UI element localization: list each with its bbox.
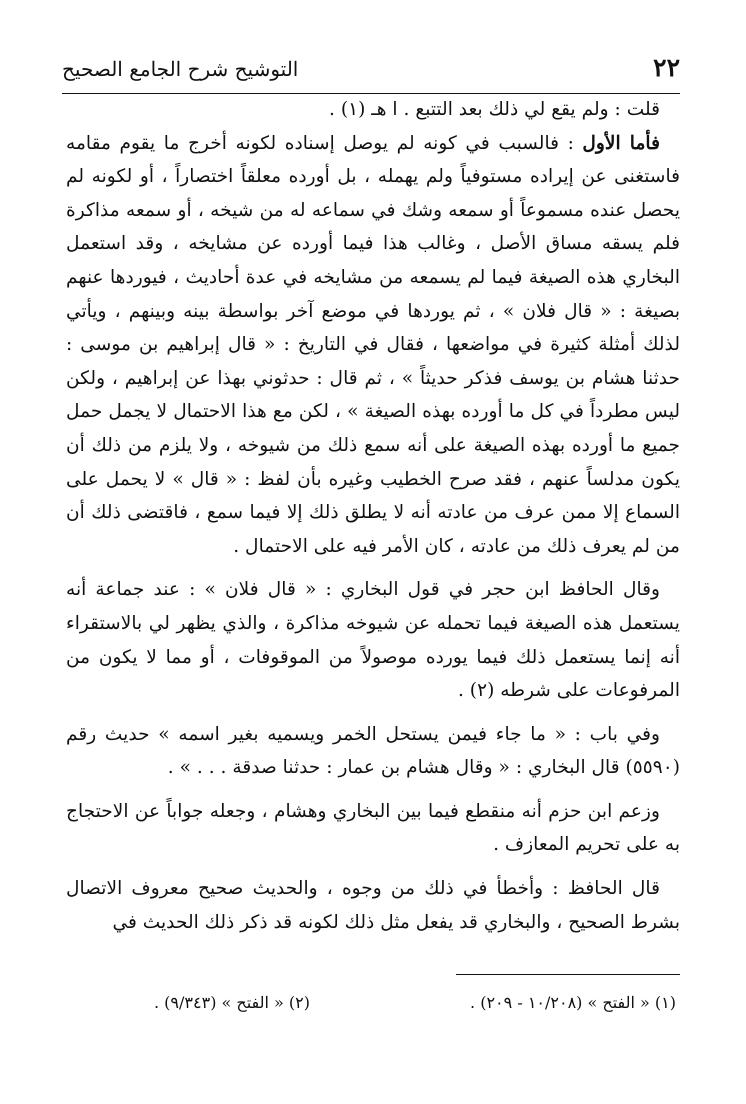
footnote-rule [456, 974, 680, 975]
paragraph-text: قال الحافظ : وأخطأ في ذلك من وجوه ، والحديث صحيح معروف الاتصال بشرط الصحيح ، والبخاري قد يفعل مثل ذلك لكونه قد ذكر ذلك الحديث في [66, 878, 680, 933]
footnote-2: (٢) « الفتح » (٩/٣٤٣) . [154, 993, 311, 1012]
running-header [62, 50, 680, 94]
paragraph-text: وزعم ابن حزم أنه منقطع فيما بين البخاري وهشام ، وجعله جواباً عن الاحتجاج به على تحريم المعازف . [66, 800, 680, 856]
paragraph-text: : فالسبب في كونه لم يوصل إسناده لكونه أخرج ما يقوم مقامه فاستغنى عن إيراده مستوفياً ولم يهمله ، بل أورده معلقاً اختصاراً ، أو لكونه لم يحصل عنده مسموعاً أو سمعه وشك في سماعه له من شيخه ، أو سمعه مذاكرة فلم يسقه مساق الأصل ، وغالب هذا فيما أورده عن مشايخه ، وقد استعمل البخاري هذه الصيغة فيما لم يسمعه من مشايخه في عدة أحاديث ، فيوردها عنهم بصيغة : « قال فلان » ، ثم يوردها في موضع آخر بواسطة بينه وبينهم ، ويأتي لذلك أمثلة كثيرة في مواضعها ، فقال في التاريخ : « قال إبراهيم بن موسى : حدثنا هشام بن يوسف فذكر حديثاً » ، ثم قال : حدثوني بهذا عن إبراهيم ، ولكن ليس مطرداً في كل ما أورده بهذه الصيغة » ، لكن مع هذا الاحتمال لا يجمل حمل جميع ما أورده بهذه الصيغة على أنه سمع ذلك من شيوخه ، ولا يلزم من ذلك أن يكون مدلساً عنهم ، فقد صرح الخطيب وغيره بأن لفظ : « قال » لا يحمل على السماع إلا ممن عرف من عادته أنه لا يطلق ذلك إلا فيما سمع ، فاقتضى ذلك أن من لم يعرف ذلك من عادته ، كان الأمر فيه على الاحتمال . [66, 132, 680, 557]
paragraph [66, 93, 680, 127]
page-number: ٢٢ [653, 53, 680, 82]
paragraph [66, 127, 680, 564]
paragraph-lead: فأما الأول [582, 132, 660, 154]
paragraph [66, 718, 680, 785]
paragraph [66, 795, 680, 862]
paragraph [66, 872, 680, 939]
main-text [66, 93, 680, 939]
paragraph-text: قلت : ولم يقع لي ذلك بعد التتبع . ا هـ (١) . [329, 99, 660, 120]
paragraph-text: وقال الحافظ ابن حجر في قول البخاري : « قال فلان » : عند جماعة أنه يستعمل هذه الصيغة فيما تحمله عن شيوخه مذاكرة ، والذي يظهر لي بالاستقراء أنه إنما يستعمل ذلك فيما يورده موصولاً من الموقوفات ، أو مما لا يكون من المرفوعات على شرطه (٢) . [66, 579, 680, 702]
footnote-1: (١) « الفتح » (١٠/٢٠٨ - ٢٠٩) . [470, 993, 676, 1012]
running-title: التوشيح شرح الجامع الصحيح [62, 57, 299, 81]
footnotes [66, 988, 680, 1018]
paragraph-text: وفي باب : « ما جاء فيمن يستحل الخمر ويسميه بغير اسمه » حديث رقم (٥٥٩٠) قال البخاري : « وقال هشام بن عمار : حدثنا صدقة . . . » . [66, 723, 680, 779]
paragraph [66, 573, 680, 707]
